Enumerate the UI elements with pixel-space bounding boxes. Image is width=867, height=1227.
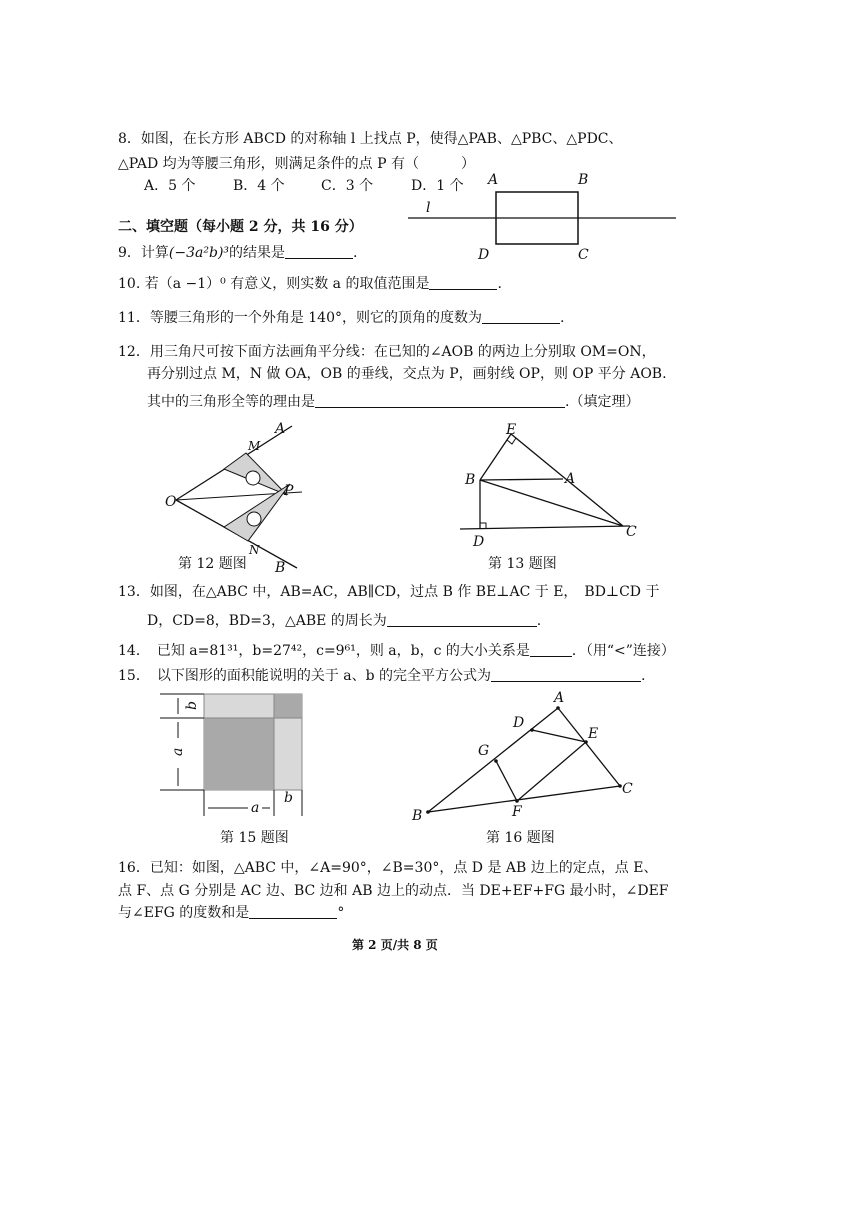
q10-end: . [497,276,502,292]
q12-label-p: P [284,483,294,499]
q8-label-l: l [426,200,431,216]
q13-label-b: B [465,472,476,488]
q9-expr: (−3a²b)³ [168,245,230,261]
q12-line2: 再分别过点 M，N 做 OA，OB 的垂线，交点为 P，画射线 OP，则 OP 平分 AOB. [147,366,667,382]
q16-figure [410,690,640,824]
q16-line3-pre: 与∠EFG 的度数和是 [118,905,250,921]
q8-label-a: A [488,172,499,188]
q13-caption: 第 13 题图 [488,556,557,572]
q9-blank[interactable] [285,244,353,259]
q15-caption: 第 15 题图 [220,830,289,846]
q16-label-g: G [478,743,490,759]
q15-pre: 15． 以下图形的面积能说明的关于 a、b 的完全平方公式为 [118,668,492,684]
q15-label-a-bottom: a [251,800,260,816]
q16-line2: 点 F、点 G 分别是 AC 边、BC 边和 AB 边上的动点．当 DE+EF+FG 最小时，∠DEF [118,883,669,899]
q12-label-n: N [249,543,260,557]
q8-option-b: B．4 个 [233,178,285,194]
q12-line3 [147,393,639,411]
q14 [118,642,675,660]
q9 [118,244,357,262]
page-footer: 第 2 页/共 8 页 [352,938,438,952]
q10-blank[interactable] [429,275,497,290]
q13-line2-pre: D，CD=8，BD=3，△ABE 的周长为 [147,613,387,629]
q12-line1: 12．用三角尺可按下面方法画角平分线：在已知的∠AOB 的两边上分别取 OM=ON， [118,344,656,360]
q8-figure [408,170,678,265]
q15 [118,667,645,685]
q8-label-c: C [578,247,589,263]
q16-label-c: C [622,781,633,797]
q13-line2-post: . [536,613,542,629]
q13-label-a: A [565,471,576,487]
q16-label-e: E [588,726,599,742]
q13-label-c: C [626,524,637,540]
q11-end: . [560,310,565,326]
q9-pre: 9．计算 [118,245,169,261]
q12-figure [162,420,312,575]
q12-label-b: B [275,560,286,576]
q8-option-d: D．1 个 [411,178,464,194]
q11 [118,309,564,327]
q9-end: . [353,245,358,261]
q12-blank[interactable] [315,393,565,408]
q14-post: ．（用“<”连接） [571,643,675,659]
q16-label-d: D [513,715,525,731]
q13-figure [455,422,645,550]
q12-line3-post: .（填定理） [565,394,640,410]
q8-line1: 8．如图，在长方形 ABCD 的对称轴 l 上找点 P，使得△PAB、△PBC、△PDC、 [118,131,623,147]
q15-label-b-bottom: b [284,790,293,806]
q16-label-b: B [412,808,423,824]
q13-label-d: D [473,534,485,550]
q12-label-o: O [165,494,177,510]
q16-line1: 16．已知：如图，△ABC 中，∠A=90°，∠B=30°，点 D 是 AB 边上的定点，点 E、 [118,860,658,876]
q13-blank[interactable] [387,612,537,627]
q15-blank[interactable] [491,667,641,682]
q8-label-b: B [578,172,589,188]
q16-label-f: F [512,804,522,820]
q8-option-a: A．5 个 [144,178,196,194]
q11-blank[interactable] [482,309,560,324]
q13-line1: 13．如图，在△ABC 中，AB=AC，AB∥CD，过点 B 作 BE⊥AC 于 E， BD⊥CD 于 [118,584,660,600]
q16-line3 [118,904,344,922]
section-title: 二、填空题（每小题 2 分，共 16 分） [118,219,363,235]
q14-pre: 14． 已知 a=81³¹，b=27⁴²，c=9⁶¹，则 a，b，c 的大小关系是 [118,643,530,659]
q12-caption: 第 12 题图 [178,556,247,572]
q10 [118,275,502,293]
q12-line3-pre: 其中的三角形全等的理由是 [147,394,315,410]
q8-label-d: D [478,247,490,263]
q11-pre: 11．等腰三角形的一个外角是 140°，则它的顶角的度数为 [118,310,482,326]
q12-label-m: M [248,439,261,453]
q12-label-a: A [275,421,286,437]
q8-option-c: C．3 个 [321,178,374,194]
q16-line3-post: ° [337,905,345,921]
q15-post: . [641,668,646,684]
q14-blank[interactable] [530,642,572,657]
q9-post: 的结果是 [229,245,286,261]
q15-figure [160,690,310,820]
q8-line2: △PAD 均为等腰三角形，则满足条件的点 P 有（ ） [118,156,476,172]
q15-label-b-left: b [184,701,200,710]
q10-pre: 10. 若（a −1）⁰ 有意义，则实数 a 的取值范围是 [118,276,430,292]
q15-label-a-left: a [170,747,186,756]
q16-label-a: A [554,690,565,706]
q16-blank[interactable] [249,904,337,919]
q16-caption: 第 16 题图 [486,830,555,846]
q13-label-e: E [506,422,517,438]
q13-line2 [147,612,541,630]
